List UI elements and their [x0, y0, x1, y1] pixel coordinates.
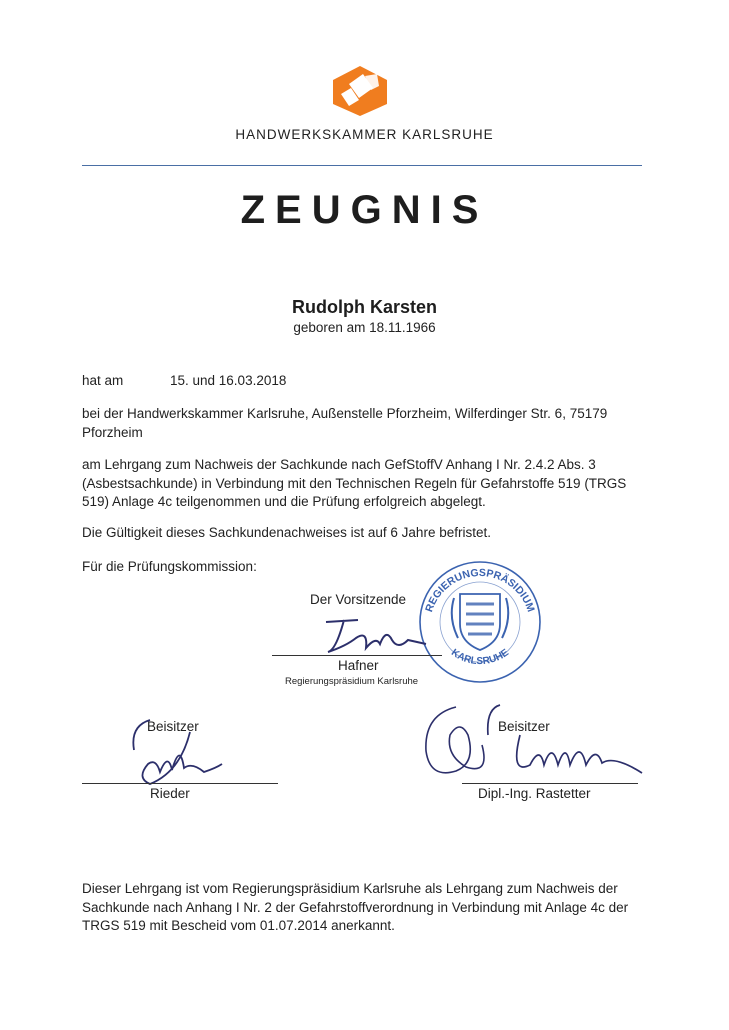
header-divider [82, 165, 642, 166]
assessor1-name: Rieder [150, 786, 190, 801]
birth-date: geboren am 18.11.1966 [293, 320, 436, 335]
assessor1-signature [120, 712, 240, 792]
chair-title: Der Vorsitzende [310, 592, 407, 607]
assessor1-title: Beisitzer [147, 719, 199, 734]
assessor2-name: Dipl.-Ing. Rastetter [478, 786, 591, 801]
stamp-bottom-text: KARLSRUHE [449, 647, 511, 668]
chair-signature-line [272, 655, 442, 656]
exam-date-label: hat am [82, 373, 124, 388]
assessor2-signature [410, 695, 650, 790]
assessor1-signature-line [82, 783, 278, 784]
assessor2-title: Beisitzer [498, 719, 550, 734]
chair-organization: Regierungspräsidium Karlsruhe [285, 676, 419, 687]
stamp-top-text: REGIERUNGSPRÄSIDIUM [423, 566, 537, 614]
coat-of-arms-icon [452, 594, 509, 650]
commission-label: Für die Prüfungskommission: [82, 559, 257, 574]
location-paragraph: bei der Handwerkskammer Karlsruhe, Außenstelle Pforzheim, Wilferdinger Str. 6, 75179 Pforzheim [82, 406, 608, 440]
document-title: ZEUGNIS [240, 188, 489, 232]
organization-name: HANDWERKSKAMMER KARLSRUHE [235, 127, 494, 142]
hwk-logo-icon [333, 66, 387, 116]
chair-name: Hafner [338, 658, 379, 673]
recognition-note: Dieser Lehrgang ist vom Regierungspräsidium Karlsruhe als Lehrgang zum Nachweis der Sachkunde nach Anhang I Nr. 2 der Gefahrstoffverordnung in Verbindung mit Anlage 4c der TRGS 519 mit Bescheid vom 01.07.2014 anerkannt. [82, 881, 629, 933]
exam-date-value: 15. und 16.03.2018 [170, 373, 287, 388]
validity-paragraph: Die Gültigkeit dieses Sachkundenachweises ist auf 6 Jahre befristet. [82, 525, 491, 540]
chair-signature [316, 610, 436, 660]
course-paragraph: am Lehrgang zum Nachweis der Sachkunde nach GefStoffV Anhang I Nr. 2.4.2 Abs. 3 (Asbestsachkunde) in Verbindung mit den Technischen Regeln für Gefahrstoffe 519 (TRGS 519) Anlage 4c teilgenommen und die Prüfung erfolgreich abgelegt. [82, 457, 627, 509]
assessor2-signature-line [462, 783, 638, 784]
recipient-name: Rudolph Karsten [291, 297, 437, 317]
exam-date-row [82, 372, 652, 391]
